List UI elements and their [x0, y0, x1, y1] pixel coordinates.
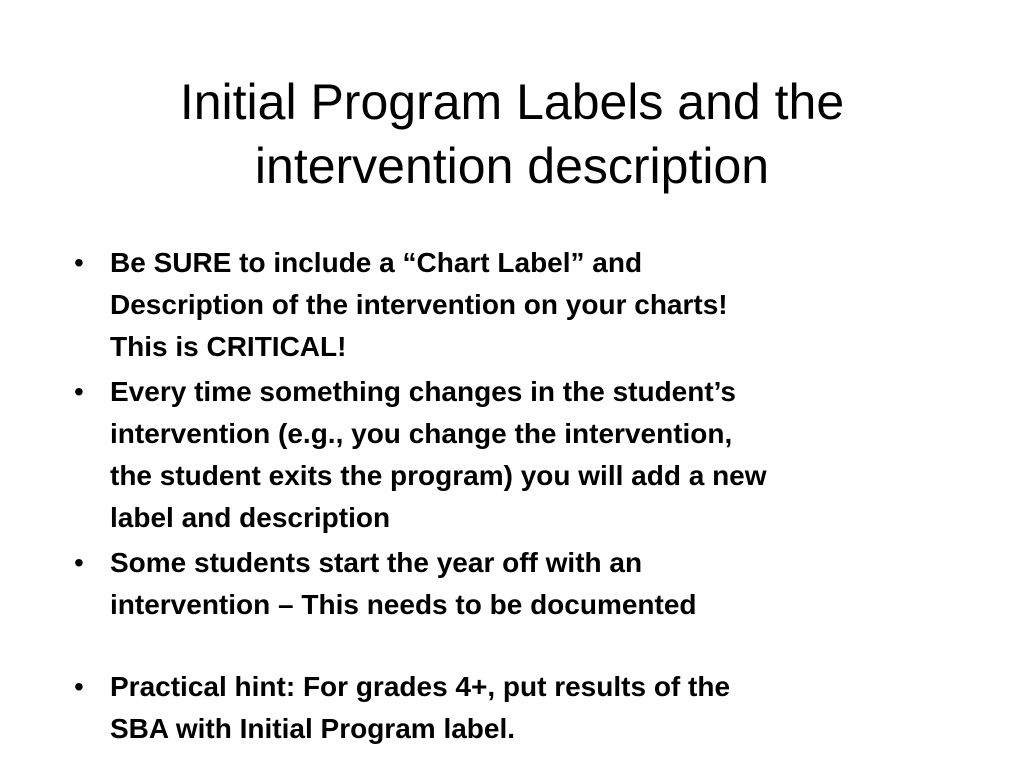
- title-line: Initial Program Labels and the: [179, 74, 845, 130]
- bullet-line: Some students start the year off with an: [110, 547, 643, 578]
- title-line: intervention description: [254, 138, 770, 194]
- bullet-line: Description of the intervention on your charts!: [110, 289, 728, 320]
- bullet-item-changes: [68, 371, 948, 539]
- bullet-item-chart-label: [68, 242, 948, 368]
- bullet-dot-icon: •: [74, 376, 84, 407]
- bullet-item-practical-hint: [68, 666, 948, 750]
- bullet-dot-icon: •: [74, 247, 84, 278]
- bullet-dot-icon: •: [74, 547, 84, 578]
- slide-title: [60, 70, 964, 198]
- bullet-item-start-year: [68, 542, 948, 626]
- bullet-line: intervention – This needs to be documented: [110, 589, 697, 620]
- bullet-line: Be SURE to include a “Chart Label” and: [110, 247, 643, 278]
- bullet-line: SBA with Initial Program label.: [110, 713, 516, 744]
- bullet-line: Practical hint: For grades 4+, put results of the: [110, 671, 731, 702]
- bullet-list: [68, 242, 948, 753]
- bullet-line: the student exits the program) you will add a new: [110, 460, 767, 491]
- bullet-line: Every time something changes in the student’s: [110, 376, 736, 407]
- bullet-line: This is CRITICAL!: [110, 331, 347, 362]
- bullet-line: intervention (e.g., you change the intervention,: [110, 418, 733, 449]
- bullet-line: label and description: [110, 502, 391, 533]
- bullet-dot-icon: •: [74, 671, 84, 702]
